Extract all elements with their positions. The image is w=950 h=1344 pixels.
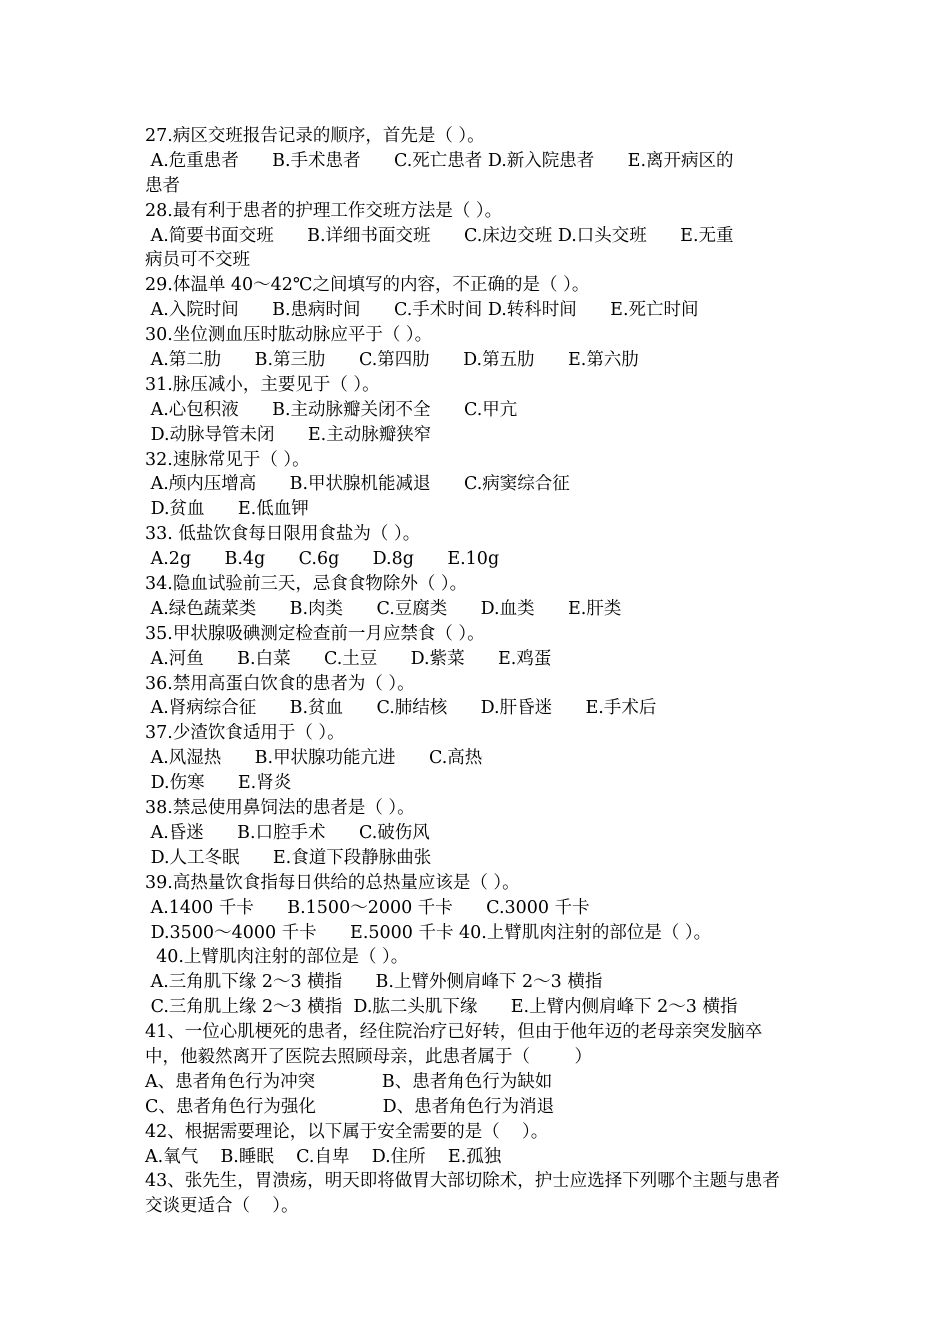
question-39-stem: 39.高热量饮食指每日供给的总热量应该是（ ）。 xyxy=(145,872,520,893)
question-29-stem: 29.体温单 40～42℃之间填写的内容，不正确的是（ ）。 xyxy=(145,275,590,296)
question-33-options: A.2g B.4g C.6g D.8g E.10g xyxy=(145,549,500,570)
question-31-options-2: D.动脉导管未闭 E.主动脉瓣狭窄 xyxy=(145,424,432,445)
question-31-options-1: A.心包积液 B.主动脉瓣关闭不全 C.甲亢 xyxy=(145,399,518,420)
question-38-options-2: D.人工冬眠 E.食道下段静脉曲张 xyxy=(145,847,432,868)
question-28-options-cont: 病员可不交班 xyxy=(145,250,250,271)
question-36-stem: 36.禁用高蛋白饮食的患者为（ ）。 xyxy=(145,673,415,694)
question-41-options-2: C、患者角色行为强化 D、患者角色行为消退 xyxy=(145,1096,555,1117)
question-36-options: A.肾病综合征 B.贫血 C.肺结核 D.肝昏迷 E.手术后 xyxy=(145,698,657,719)
question-32-options-2: D.贫血 E.低血钾 xyxy=(145,499,309,520)
question-27-options-cont: 患者 xyxy=(145,175,180,196)
question-40-options-1: A.三角肌下缘 2～3 横指 B.上臂外侧肩峰下 2～3 横指 xyxy=(145,972,603,993)
question-32-options-1: A.颅内压增高 B.甲状腺机能减退 C.病窦综合征 xyxy=(145,474,570,495)
question-34-stem: 34.隐血试验前三天，忌食食物除外（ ）。 xyxy=(145,574,468,595)
question-text-block xyxy=(145,124,815,1219)
question-37-options-1: A.风湿热 B.甲状腺功能亢进 C.高热 xyxy=(145,748,483,769)
question-43-stem-2: 交谈更适合（ ）。 xyxy=(145,1196,299,1217)
question-28-options: A.简要书面交班 B.详细书面交班 C.床边交班 D.口头交班 E.无重 xyxy=(145,225,734,246)
question-38-stem: 38.禁忌使用鼻饲法的患者是（ ）。 xyxy=(145,798,415,819)
question-37-options-2: D.伤寒 E.肾炎 xyxy=(145,773,292,794)
question-41-options-1: A、患者角色行为冲突 B、患者角色行为缺如 xyxy=(145,1071,553,1092)
question-35-stem: 35.甲状腺吸碘测定检查前一月应禁食（ ）。 xyxy=(145,623,485,644)
question-40-stem: 40.上臂肌肉注射的部位是（ ）。 xyxy=(145,947,409,968)
question-40-options-2: C.三角肌上缘 2～3 横指 D.肱二头肌下缘 E.上臂内侧肩峰下 2～3 横指 xyxy=(145,997,738,1018)
question-30-options: A.第二肋 B.第三肋 C.第四肋 D.第五肋 E.第六肋 xyxy=(145,350,639,371)
question-39-options-1: A.1400 千卡 B.1500～2000 千卡 C.3000 千卡 xyxy=(145,897,590,918)
question-30-stem: 30.坐位测血压时肱动脉应平于（ ）。 xyxy=(145,325,433,346)
question-38-options-1: A.昏迷 B.口腔手术 C.破伤风 xyxy=(145,822,430,843)
question-33-stem: 33. 低盐饮食每日限用食盐为（ ）。 xyxy=(145,524,421,545)
question-43-stem-1: 43、张先生，胃溃疡，明天即将做胃大部切除术，护士应选择下列哪个主题与患者 xyxy=(145,1171,780,1192)
question-42-options: A.氧气 B.睡眠 C.自卑 D.住所 E.孤独 xyxy=(145,1146,502,1167)
question-39-options-2: D.3500～4000 千卡 E.5000 千卡 40.上臂肌肉注射的部位是（ ）。 xyxy=(145,922,712,943)
question-41-stem-2: 中，他毅然离开了医院去照顾母亲，此患者属于（ ） xyxy=(145,1046,593,1067)
question-41-stem-1: 41、一位心肌梗死的患者，经住院治疗已好转，但由于他年迈的老母亲突发脑卒 xyxy=(145,1022,763,1043)
question-37-stem: 37.少渣饮食适用于（ ）。 xyxy=(145,723,345,744)
question-42-stem: 42、根据需要理论，以下属于安全需要的是（ ）。 xyxy=(145,1121,549,1142)
question-27-options: A.危重患者 B.手术患者 C.死亡患者 D.新入院患者 E.离开病区的 xyxy=(145,150,734,171)
question-27-stem: 27.病区交班报告记录的顺序，首先是（ ）。 xyxy=(145,126,485,146)
question-32-stem: 32.速脉常见于（ ）。 xyxy=(145,449,310,470)
question-34-options: A.绿色蔬菜类 B.肉类 C.豆腐类 D.血类 E.肝类 xyxy=(145,598,622,619)
question-31-stem: 31.脉压减小，主要见于（ ）。 xyxy=(145,374,380,395)
question-35-options: A.河鱼 B.白菜 C.土豆 D.紫菜 E.鸡蛋 xyxy=(145,648,552,669)
question-29-options: A.入院时间 B.患病时间 C.手术时间 D.转科时间 E.死亡时间 xyxy=(145,300,699,321)
question-28-stem: 28.最有利于患者的护理工作交班方法是（ ）。 xyxy=(145,200,503,221)
